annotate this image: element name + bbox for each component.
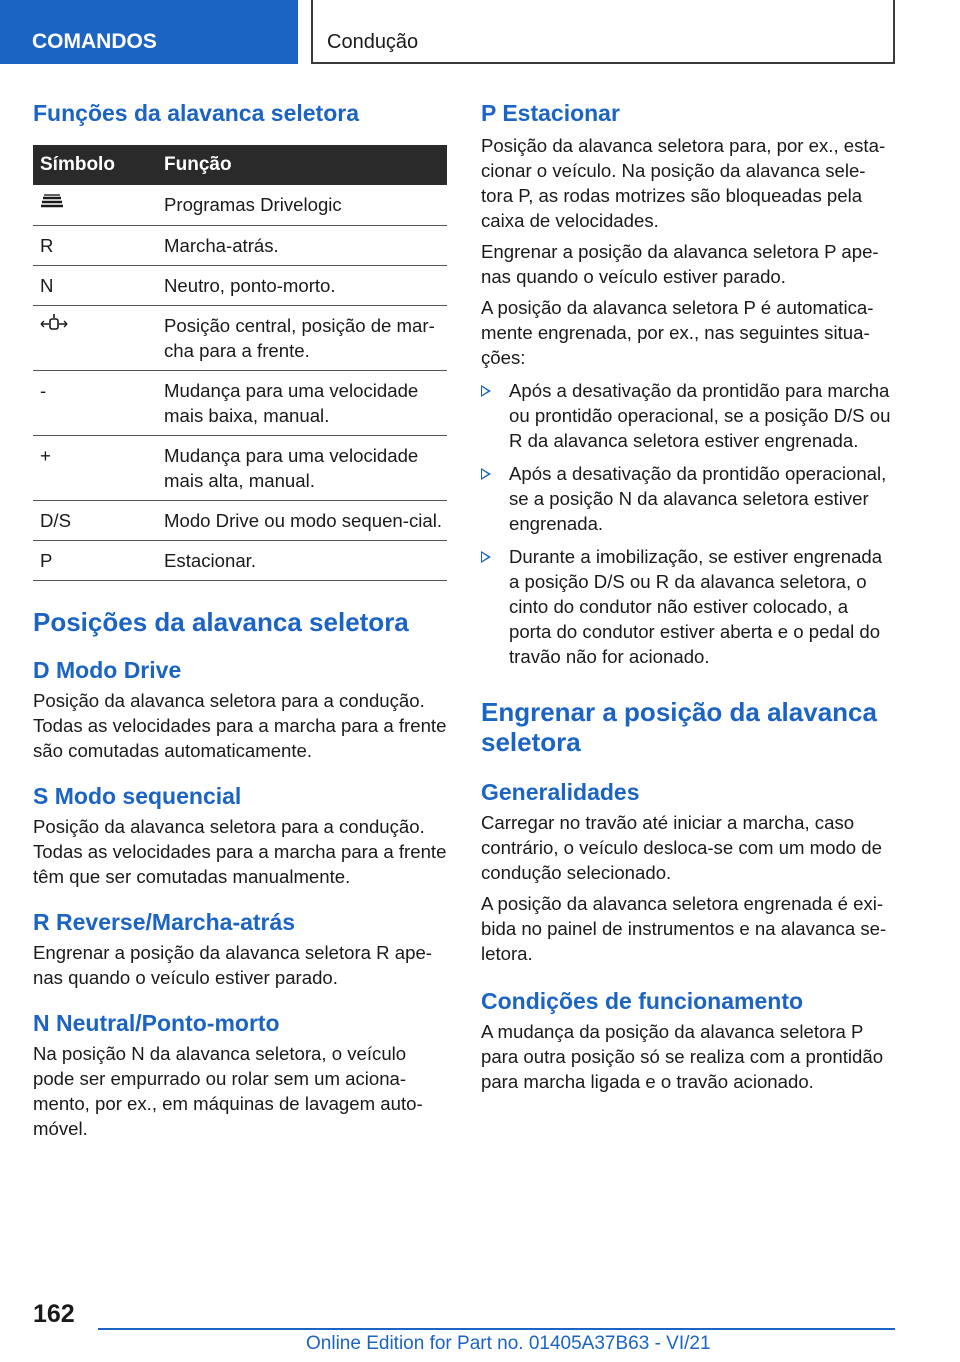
p-mode-text-1: Posição da alavanca seletora para, por ex., esta-cionar o veículo. Na posição da alavanca sele-tora P, as rodas motrizes são bloqueadas pela caixa de velocidades. (481, 135, 886, 231)
footer-divider (98, 1328, 895, 1330)
functions-table (33, 145, 447, 581)
row-symbol: D/S (33, 501, 164, 541)
row-function: Posição central, posição de mar-cha para a frente. (164, 306, 447, 371)
table-row (33, 371, 447, 436)
general-text-1: Carregar no travão até iniciar a marcha, caso contrário, o veículo desloca-se com um modo de condução selecionado. (481, 812, 882, 883)
subsection-label: Condução (327, 31, 419, 53)
r-mode-title: R Reverse/Marcha-atrás (33, 909, 296, 935)
section-label: COMANDOS (32, 30, 157, 53)
edition-text: Online Edition for Part no. 01405A37B63 - VI/21 (306, 1333, 711, 1354)
p-mode-text-3: A posição da alavanca seletora P é automatica-mente engrenada, por ex., nas seguintes situa-ções: (481, 297, 874, 368)
p-mode-title: P Estacionar (481, 100, 620, 126)
row-function: Mudança para uma velocidade mais alta, manual. (164, 436, 447, 501)
general-text-2: A posição da alavanca seletora engrenada é exi-bida no painel de instrumentos e na alavanca se-letora. (481, 893, 887, 964)
list-item: Durante a imobilização, se estiver engrenada a posição D/S ou R da alavanca seletora, o cinto do condutor não estiver colocado, a porta do condutor estiver aberta e o pedal do travão não for acionado. (481, 544, 895, 669)
row-function: Marcha-atrás. (164, 226, 447, 266)
table-row (33, 226, 447, 266)
row-symbol: + (33, 436, 164, 501)
conditions-text: A mudança da posição da alavanca seletora P para outra posição só se realiza com a prontidão para marcha ligada e o travão acionado. (481, 1021, 884, 1092)
page-number: 162 (33, 1300, 75, 1328)
row-symbol: R (33, 226, 164, 266)
p-mode-text-2: Engrenar a posição da alavanca seletora P ape-nas quando o veículo estiver parado. (481, 241, 879, 287)
row-function: Estacionar. (164, 541, 447, 581)
drivelogic-icon (40, 192, 64, 212)
header-symbol: Símbolo (33, 145, 164, 185)
n-mode-title: N Neutral/Ponto-morto (33, 1010, 280, 1036)
d-mode-text: Posição da alavanca seletora para a condução. Todas as velocidades para a marcha para a frente são comutadas automaticamente. (33, 690, 447, 761)
row-symbol: - (33, 371, 164, 436)
list-item: Após a desativação da prontidão para marcha ou prontidão operacional, se a posição D/S ou R da alavanca seletora estiver engrenada. (481, 378, 895, 453)
table-row (33, 306, 447, 371)
table-row (33, 436, 447, 501)
engage-title: Engrenar a posição da alavanca seletora (481, 697, 877, 757)
row-symbol: N (33, 266, 164, 306)
conditions-title: Condições de funcionamento (481, 988, 804, 1014)
n-mode-text: Na posição N da alavanca seletora, o veículo pode ser empurrado ou rolar sem um aciona-mento, por ex., em máquinas de lavagem auto-móvel. (33, 1043, 423, 1139)
bullet-triangle-icon (481, 551, 491, 563)
left-column (33, 100, 447, 1141)
general-title: Generalidades (481, 779, 640, 805)
section-tab[interactable] (0, 0, 298, 64)
row-function: Modo Drive ou modo sequen-cial. (164, 501, 447, 541)
table-title: Funções da alavanca seletora (33, 100, 359, 126)
row-symbol: P (33, 541, 164, 581)
header-function: Função (164, 145, 447, 185)
positions-title: Posições da alavanca seletora (33, 607, 409, 637)
table-row (33, 501, 447, 541)
situations-list (481, 378, 895, 669)
center-position-icon (40, 313, 68, 335)
s-mode-title: S Modo sequencial (33, 783, 242, 809)
r-mode-text: Engrenar a posição da alavanca seletora R ape-nas quando o veículo estiver parado. (33, 942, 432, 988)
row-function: Neutro, ponto-morto. (164, 266, 447, 306)
list-item: Após a desativação da prontidão operacional, se a posição N da alavanca seletora estiver engrenada. (481, 461, 895, 536)
subsection-header (311, 0, 895, 64)
s-mode-text: Posição da alavanca seletora para a condução. Todas as velocidades para a marcha para a frente têm que ser comutadas manualmente. (33, 816, 447, 887)
table-row (33, 541, 447, 581)
table-row (33, 185, 447, 226)
table-header-row (33, 145, 447, 185)
table-row (33, 266, 447, 306)
row-function: Programas Drivelogic (164, 185, 447, 226)
bullet-triangle-icon (481, 385, 491, 397)
row-function: Mudança para uma velocidade mais baixa, manual. (164, 371, 447, 436)
right-column (481, 100, 895, 1094)
d-mode-title: D Modo Drive (33, 657, 182, 683)
bullet-triangle-icon (481, 468, 491, 480)
